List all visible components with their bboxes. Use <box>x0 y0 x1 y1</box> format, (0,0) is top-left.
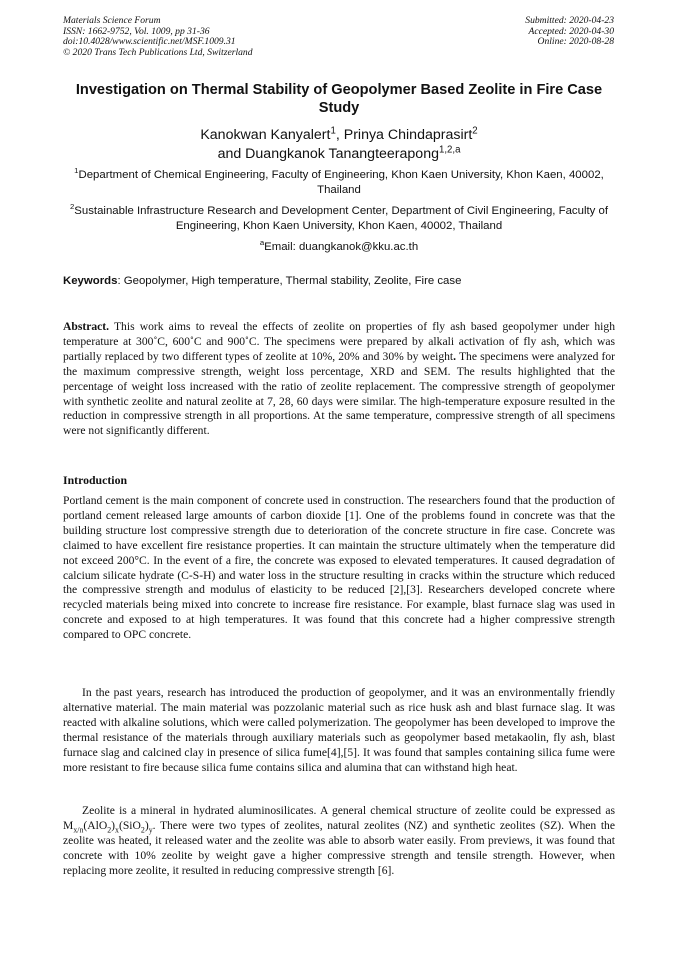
author-affiliation-marker: 2 <box>472 125 478 137</box>
author-affiliation-marker: 1 <box>330 125 336 137</box>
author-name: Prinya Chindaprasirt <box>343 127 473 143</box>
abstract-label: Abstract. <box>63 320 110 333</box>
paper-title: Investigation on Thermal Stability of Geopolymer Based Zeolite in Fire Case Study <box>75 82 603 116</box>
keywords <box>63 274 615 289</box>
text-run: Zeolite is a mineral in hydrated aluminosilicates. A general chemical structure of zeolite could be expressed as M <box>63 804 615 832</box>
online-date: Online: 2020-08-28 <box>537 36 614 48</box>
formula-subscript: 2 <box>140 825 145 835</box>
author-list <box>63 126 615 163</box>
affiliation-marker: 2 <box>69 202 75 212</box>
author-affiliation-marker: 1,2,a <box>438 143 461 155</box>
introduction-paragraph-2 <box>63 686 615 775</box>
affiliation-2 <box>63 204 615 234</box>
formula-subscript: 2 <box>107 825 112 835</box>
author-line-1: Kanokwan Kanyalert$^1$, Prinya Chindaprasirt$^2$ <box>200 125 478 143</box>
formula-subscript: x/n <box>73 825 84 835</box>
introduction-heading: Introduction <box>63 473 128 487</box>
journal-header-right <box>525 16 614 48</box>
abstract-bold-period: . <box>453 349 457 363</box>
text-run: (AlO <box>83 818 108 832</box>
formula-subscript: x <box>115 825 119 835</box>
paragraph-text: Portland cement is the main component of concrete used in construction. The researchers found that the production of portland cement released large amounts of carbon dioxide [1]. One of the problems found in concrete was that the building structure lost compressive strength due to deterioration of the concrete structure in fire case. Concrete was claimed to have excellent fire resistance properties. It can maintain the structure ultimately when the temperature did not exceed 200°C. In the event of a fire, the concrete was exposed to elevated temperatures. It caused degradation of calcium silicate hydrate (C-S-H) and water loss in the structure resulting in cracks within the structure which reduced the compressive strength and modulus of elasticity to be reduced [2],[3]. Researchers developed concrete where recycled materials being mixed into concrete to increase fire resistance. For example, blast furnace slag was used in concrete and exposed to at high temperatures. It was found that this concrete had a higher compressive strength compared to OPC concrete. <box>63 494 615 642</box>
affiliation-text: Department of Chemical Engineering, Faculty of Engineering, Khon Kaen University, Khon Kaen, 40002, Thailand <box>78 169 604 197</box>
keywords-text: : Geopolymer, High temperature, Thermal stability, Zeolite, Fire case <box>117 275 462 287</box>
author-name: and Duangkanok Tanangteerapong <box>217 145 439 162</box>
keywords-label: Keywords <box>63 275 118 287</box>
journal-name: Materials Science Forum <box>63 15 161 26</box>
journal-copyright: © 2020 Trans Tech Publications Ltd, Switzerland <box>63 46 253 58</box>
paragraph-text <box>63 804 615 879</box>
author-name: Kanokwan Kanyalert <box>200 127 331 143</box>
email-text: Email: duangkanok@kku.ac.th <box>264 241 419 253</box>
introduction-paragraph-1 <box>63 494 615 643</box>
text-run: ) <box>111 818 116 832</box>
text-run: (SiO <box>118 818 141 832</box>
formula-subscript: y <box>148 825 153 835</box>
affiliation-marker: 1 <box>74 166 79 176</box>
text-run: ) <box>144 818 149 832</box>
abstract-text-a: This work aims to reveal the effects of zeolite on properties of fly ash based geopolymer under high temperature at 300˚C, 600˚C and 900˚C. The specimens were prepared by alkali activation of fly ash, which was partially replaced by two different types of zeolite at 10%, 20% and 30% by weight <box>63 320 615 363</box>
introduction-paragraph-3 <box>63 804 615 879</box>
journal-doi: doi:10.4028/www.scientific.net/MSF.1009.31 <box>63 36 236 48</box>
accepted-date: Accepted: 2020-04-30 <box>528 25 614 37</box>
affiliation-1 <box>63 168 615 198</box>
abstract-paragraph <box>63 320 615 439</box>
paragraph-text: In the past years, research has introduced the production of geopolymer, and it was an environmentally friendly alternative material. The main material was pozzolanic material such as rice husk ash and blast furnace slag. It was reacted with alkaline solutions, which were called polymerization. The geopolymer has been developed to improve the thermal resistance of the materials through auxiliary materials such as geopolymer based metakaolin, fly ash, blast furnace slag and calcined clay in presence of silica fume[4],[5]. It was found that samples containing silica fume were more resistant to fire because silica fume contains silica and alumina that can withstand high heat. <box>63 686 615 774</box>
text-run: . There were two types of zeolites, natural zeolites (NZ) and synthetic zeolites (SZ). When the zeolite was heated, it released water and the zeolite was able to absorb water easily. From previews, it was found that concrete with 10% zeolite by weight gave a higher compressive strength and tensile strength. However, when replacing more zeolite, it resulted in reducing compressive strength [6]. <box>63 818 615 877</box>
author-line-2 <box>63 145 615 164</box>
affiliation-text: Sustainable Infrastructure Research and Development Center, Department of Civil Engineering, Faculty of Engineering, Khon Kaen University, Khon Kaen, 40002, Thailand <box>74 205 609 233</box>
journal-header-left <box>63 16 253 58</box>
abstract-text-b: The specimens were analyzed for the maximum compressive strength, weight loss percentage, XRD and SEM. The results highlighted that the percentage of weight loss increased with the ratio of zeolite replacement. The compressive strength of geopolymer with synthetic zeolite and natural zeolite at 7, 28, 60 days were similar. The high-temperature exposure resulted in the reduction in compressive strength in all proportions. At the same temperature, compressive strength of all specimens were not significantly different. <box>63 349 615 438</box>
corresponding-email <box>63 240 615 255</box>
submitted-date: Submitted: 2020-04-23 <box>525 15 614 26</box>
abstract <box>63 320 615 439</box>
email-marker: a <box>259 238 265 248</box>
journal-issn: ISSN: 1662-9752, Vol. 1009, pp 31-36 <box>63 25 210 37</box>
